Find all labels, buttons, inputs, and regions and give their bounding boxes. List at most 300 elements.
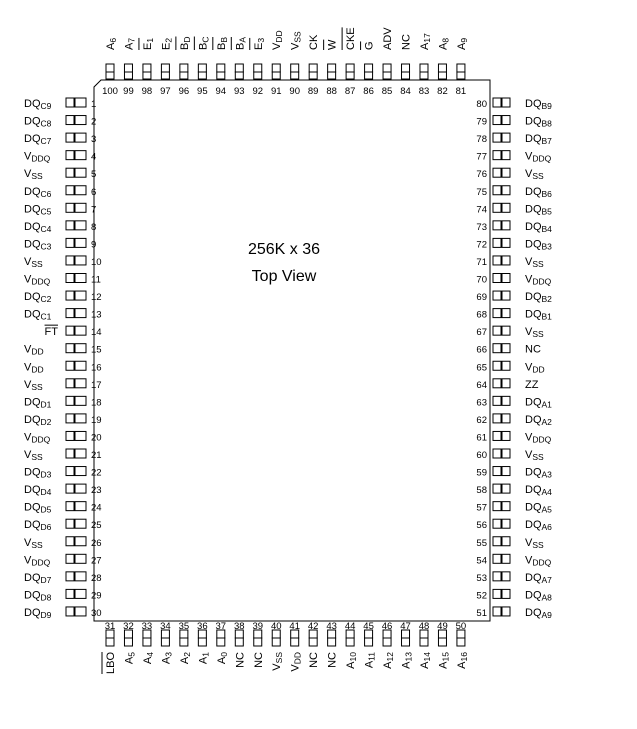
pin-25-pad — [66, 519, 74, 528]
pin-85-pad — [383, 64, 391, 72]
pin-10-b-pad — [75, 256, 86, 265]
pin-21-label: VSS — [24, 449, 43, 462]
pin-37-label: A0 — [215, 652, 229, 665]
pin-58-b-pad — [502, 484, 510, 493]
pin-58-number: 58 — [476, 485, 487, 497]
pin-86-label: G — [363, 41, 376, 50]
pin-31-label: LBO — [105, 652, 117, 675]
pin-29-number: 29 — [91, 590, 102, 602]
pin-98-number: 98 — [141, 86, 153, 97]
pin-91-pad — [272, 64, 280, 72]
pin-56-label: DQA6 — [525, 519, 552, 533]
pin-25-number: 25 — [91, 520, 102, 532]
pin-99-b-pad — [124, 72, 132, 79]
pin-80-b-pad — [502, 98, 510, 107]
pin-84-number: 84 — [400, 86, 411, 97]
pin-32-label: A5 — [123, 652, 137, 665]
pin-83-number: 83 — [418, 86, 430, 97]
pin-28-label: DQD7 — [24, 571, 52, 585]
pin-30-number: 30 — [91, 607, 102, 619]
pin-96-label: BD — [178, 36, 192, 50]
pin-70-pad — [493, 274, 501, 283]
pin-13-number: 13 — [91, 309, 102, 321]
pin-89-b-pad — [309, 72, 317, 79]
pin-79-b-pad — [502, 116, 510, 125]
pin-21-b-pad — [75, 449, 86, 458]
pin-97-number: 97 — [160, 86, 171, 97]
pin-49-number: 49 — [437, 621, 448, 632]
pin-31-b-pad — [106, 638, 114, 646]
pin-57-pad — [493, 502, 501, 511]
pin-7-label: DQC5 — [24, 203, 52, 217]
pin-64-number: 64 — [476, 379, 487, 391]
pin-70-label: VDDQ — [525, 273, 552, 287]
pin-96-pad — [180, 64, 188, 72]
pin-42-number: 42 — [307, 621, 319, 632]
pin-89-number: 89 — [307, 86, 319, 97]
pin-82-pad — [438, 64, 446, 72]
pin-47-label: A13 — [400, 652, 414, 669]
pin-29-pad — [66, 589, 74, 598]
pin-73-b-pad — [502, 221, 510, 230]
pin-69-number: 69 — [476, 292, 487, 304]
pin-34-label: A3 — [160, 652, 174, 665]
pin-70-number: 70 — [476, 274, 487, 286]
pin-87-b-pad — [346, 72, 354, 79]
pin-15-b-pad — [75, 344, 86, 353]
pin-88-number: 88 — [326, 86, 337, 97]
pin-19-pad — [66, 414, 74, 423]
pin-33-number: 33 — [141, 621, 153, 632]
pin-63-pad — [493, 396, 501, 405]
pin-83-b-pad — [420, 72, 428, 79]
pin-3-label: DQC7 — [24, 133, 52, 147]
pin-68-number: 68 — [476, 309, 487, 321]
pin-7-number: 7 — [91, 204, 97, 216]
pin-38-number: 38 — [234, 621, 245, 632]
pin-55-label: VSS — [525, 536, 544, 550]
pin-45-number: 45 — [363, 621, 374, 632]
pin-67-number: 67 — [476, 327, 487, 339]
pin-4-pad — [66, 151, 74, 160]
pin-46-number: 46 — [381, 621, 393, 632]
pin-37-b-pad — [217, 638, 225, 646]
pin-30-b-pad — [75, 607, 86, 616]
pin-91-number: 91 — [270, 86, 282, 97]
pin-83-pad — [420, 64, 428, 72]
pin-52-label: DQA8 — [525, 589, 552, 603]
pin-33-label: A4 — [141, 652, 155, 665]
pin-100-pad — [106, 64, 114, 72]
pin-50-number: 50 — [455, 621, 467, 632]
pin-54-number: 54 — [476, 555, 487, 567]
package-outline — [94, 80, 490, 621]
pin-5-label: VSS — [24, 168, 43, 182]
pin-12-b-pad — [75, 291, 86, 300]
pin-27-b-pad — [75, 554, 86, 563]
pin-9-pad — [66, 238, 74, 247]
package-title: 256K x 36 — [247, 241, 321, 258]
pin-18-number: 18 — [91, 397, 102, 409]
pin-98-label: E1 — [141, 37, 155, 50]
pin-78-pad — [493, 133, 501, 142]
pin-2-number: 2 — [91, 116, 97, 128]
pin-81-b-pad — [457, 72, 465, 79]
pin-71-pad — [493, 256, 501, 265]
pin-52-pad — [493, 589, 501, 598]
pin-6-b-pad — [75, 186, 86, 195]
pin-7-pad — [66, 203, 74, 212]
pin-14-pad — [66, 326, 74, 335]
pin-22-number: 22 — [91, 467, 102, 479]
pin-14-label: FT — [44, 326, 58, 339]
pin-66-pad — [493, 344, 501, 353]
pin-54-label: VDDQ — [525, 554, 552, 568]
pin-24-pad — [66, 502, 74, 511]
pin-48-b-pad — [420, 638, 428, 646]
pin-8-pad — [66, 221, 74, 230]
pin-44-number: 44 — [344, 621, 356, 632]
pin-16-pad — [66, 361, 74, 370]
pin-97-b-pad — [161, 72, 169, 79]
pin-51-label: DQA9 — [525, 606, 552, 620]
pin-23-number: 23 — [91, 485, 102, 497]
pin-42-label: NC — [308, 652, 321, 668]
pin-84-b-pad — [402, 72, 410, 79]
pin-52-number: 52 — [476, 590, 487, 602]
pin-54-b-pad — [502, 554, 510, 563]
pin-41-b-pad — [291, 638, 299, 646]
pin-21-pad — [66, 449, 74, 458]
pin-88-b-pad — [328, 72, 336, 79]
pin-42-b-pad — [309, 638, 317, 646]
pin-100-b-pad — [106, 72, 114, 79]
pin-3-number: 3 — [91, 134, 97, 146]
pin-39-b-pad — [254, 638, 262, 646]
pin-28-b-pad — [75, 572, 86, 581]
pin-11-number: 11 — [91, 274, 101, 286]
pin-84-pad — [402, 64, 410, 72]
pin-58-pad — [493, 484, 501, 493]
pin-34-number: 34 — [160, 621, 171, 632]
pin-64-b-pad — [502, 379, 510, 388]
pin-25-b-pad — [75, 519, 86, 528]
pin-59-number: 59 — [476, 467, 487, 479]
pin-4-number: 4 — [91, 151, 97, 163]
pin-97-label: E2 — [160, 37, 174, 50]
pin-76-b-pad — [502, 168, 510, 177]
pin-81-label: A9 — [455, 37, 469, 50]
pin-67-pad — [493, 326, 501, 335]
pin-20-pad — [66, 431, 74, 440]
pin-23-pad — [66, 484, 74, 493]
pin-53-label: DQA7 — [525, 571, 552, 585]
pin-92-b-pad — [254, 72, 262, 79]
pin-65-number: 65 — [476, 362, 487, 374]
pin-2-label: DQC8 — [24, 115, 52, 129]
pin-8-b-pad — [75, 221, 86, 230]
pin-1-label: DQC9 — [24, 98, 52, 111]
pin-95-pad — [198, 64, 206, 72]
pin-43-b-pad — [328, 638, 336, 646]
pin-87-pad — [346, 64, 354, 72]
pin-16-number: 16 — [91, 362, 102, 374]
pin-82-label: A8 — [437, 37, 451, 50]
pin-79-pad — [493, 116, 501, 125]
pin-38-b-pad — [235, 638, 243, 646]
pin-51-b-pad — [502, 607, 510, 616]
pin-51-pad — [493, 607, 501, 616]
pin-95-number: 95 — [197, 86, 208, 97]
pin-94-label: BB — [215, 36, 229, 50]
pin-55-pad — [493, 537, 501, 546]
pin-56-pad — [493, 519, 501, 528]
pin-87-label: CKE — [345, 27, 358, 50]
pin-93-b-pad — [235, 72, 243, 79]
pin-51-number: 51 — [476, 607, 487, 619]
pin-20-label: VDDQ — [24, 431, 51, 445]
pin-63-number: 63 — [476, 397, 487, 409]
pin-96-b-pad — [180, 72, 188, 79]
pin-12-pad — [66, 291, 74, 300]
pin-90-b-pad — [291, 72, 299, 79]
pin-86-b-pad — [365, 72, 373, 79]
pin-8-number: 8 — [91, 221, 97, 233]
pin-40-label: VSS — [271, 652, 285, 671]
pin-86-pad — [365, 64, 373, 72]
pin-23-b-pad — [75, 484, 86, 493]
pin-53-pad — [493, 572, 501, 581]
pin-88-pad — [328, 64, 336, 72]
pin-30-label: DQD9 — [24, 606, 52, 620]
pin-19-number: 19 — [91, 414, 102, 426]
pin-35-label: A2 — [178, 652, 192, 665]
pin-67-b-pad — [502, 326, 510, 335]
pin-81-pad — [457, 64, 465, 72]
pin-94-pad — [217, 64, 225, 72]
pin-49-label: A15 — [437, 652, 451, 669]
pin-49-b-pad — [438, 638, 446, 646]
pin-75-label: DQB6 — [525, 185, 552, 199]
pin-76-number: 76 — [476, 169, 487, 181]
pin-13-b-pad — [75, 309, 86, 318]
pin-14-b-pad — [75, 326, 86, 335]
pin-92-pad — [254, 64, 262, 72]
pin-72-label: DQB3 — [525, 238, 552, 252]
pin-53-b-pad — [502, 572, 510, 581]
pin-67-label: VSS — [525, 326, 544, 340]
pin-71-number: 71 — [476, 256, 487, 268]
pin-59-pad — [493, 467, 501, 476]
pin-30-pad — [66, 607, 74, 616]
pin-97-pad — [161, 64, 169, 72]
pin-33-b-pad — [143, 638, 151, 646]
pin-11-label: VDDQ — [24, 273, 51, 287]
pin-59-b-pad — [502, 467, 510, 476]
pin-75-b-pad — [502, 186, 510, 195]
pin-26-number: 26 — [91, 537, 102, 549]
pin-72-pad — [493, 238, 501, 247]
pin-78-number: 78 — [476, 134, 487, 146]
pin-57-number: 57 — [476, 502, 487, 514]
pin-24-number: 24 — [91, 502, 102, 514]
pin-9-b-pad — [75, 238, 86, 247]
pin-93-pad — [235, 64, 243, 72]
pin-5-b-pad — [75, 168, 86, 177]
pin-89-pad — [309, 64, 317, 72]
pin-10-number: 10 — [91, 256, 102, 268]
pin-48-number: 48 — [418, 621, 430, 632]
pin-46-b-pad — [383, 638, 391, 646]
pin-41-number: 41 — [289, 621, 300, 632]
pin-36-label: A1 — [197, 652, 211, 665]
pin-40-number: 40 — [270, 621, 282, 632]
pin-65-pad — [493, 361, 501, 370]
pin-85-label: ADV — [382, 27, 395, 50]
pin-91-label: VDD — [271, 30, 285, 50]
pin-62-b-pad — [502, 414, 510, 423]
pin-11-b-pad — [75, 274, 86, 283]
pin-1-number: 1 — [91, 99, 97, 110]
pin-5-pad — [66, 168, 74, 177]
pin-12-number: 12 — [91, 292, 102, 304]
pin-76-label: VSS — [525, 168, 544, 182]
pin-43-label: NC — [326, 652, 339, 668]
pin-56-number: 56 — [476, 520, 487, 532]
pin-18-b-pad — [75, 396, 86, 405]
pin-37-number: 37 — [215, 621, 227, 632]
view-label: Top View — [251, 268, 317, 285]
pin-44-label: A10 — [345, 652, 359, 669]
pin-72-b-pad — [502, 238, 510, 247]
pin-57-b-pad — [502, 502, 510, 511]
pin-99-label: A7 — [123, 37, 137, 50]
pin-95-label: BC — [197, 36, 211, 50]
pin-45-b-pad — [365, 638, 373, 646]
pin-17-b-pad — [75, 379, 86, 388]
pin-35-number: 35 — [178, 621, 190, 632]
pin-73-pad — [493, 221, 501, 230]
pin-39-number: 39 — [252, 621, 264, 632]
pin-9-label: DQC3 — [24, 238, 52, 252]
pin-13-pad — [66, 309, 74, 318]
pin-73-label: DQB4 — [525, 220, 552, 234]
pin-15-number: 15 — [91, 344, 102, 356]
pin-65-label: VDD — [525, 361, 545, 375]
pin-8-label: DQC4 — [24, 220, 52, 234]
pin-3-pad — [66, 133, 74, 142]
pin-71-label: VSS — [525, 255, 544, 269]
pin-92-label: E3 — [252, 37, 266, 50]
pin-77-b-pad — [502, 151, 510, 160]
pin-18-label: DQD1 — [24, 396, 52, 410]
pin-82-number: 82 — [437, 86, 448, 97]
pin-73-number: 73 — [476, 221, 487, 233]
pin-74-pad — [493, 203, 501, 212]
pin-60-pad — [493, 449, 501, 458]
pin-26-pad — [66, 537, 74, 546]
pin-92-number: 92 — [252, 86, 264, 97]
pin-28-pad — [66, 572, 74, 581]
pin-74-label: DQB5 — [525, 203, 552, 217]
pin-2-b-pad — [75, 116, 86, 125]
pin-1-pad — [66, 98, 74, 107]
pin-22-label: DQD3 — [24, 466, 52, 480]
left-pin-row — [24, 98, 102, 620]
pin-47-b-pad — [402, 638, 410, 646]
pin-87-number: 87 — [344, 86, 356, 97]
pin-69-b-pad — [502, 291, 510, 300]
pin-83-label: A17 — [418, 33, 432, 50]
pin-10-pad — [66, 256, 74, 265]
pin-12-label: DQC2 — [24, 291, 52, 305]
pin-6-pad — [66, 186, 74, 195]
pin-16-b-pad — [75, 361, 86, 370]
pin-72-number: 72 — [476, 239, 487, 251]
pin-40-b-pad — [272, 638, 280, 646]
pin-57-label: DQA5 — [525, 501, 552, 515]
pin-20-b-pad — [75, 431, 86, 440]
pin-89-label: CK — [308, 34, 321, 50]
pin-17-label: VSS — [24, 378, 43, 392]
pin-15-pad — [66, 344, 74, 353]
pin-34-b-pad — [161, 638, 169, 646]
pin-88-label: W — [326, 39, 339, 50]
pin-80-number: 80 — [476, 99, 487, 110]
pin-45-label: A11 — [363, 652, 377, 669]
pin-29-b-pad — [75, 589, 86, 598]
pin-23-label: DQD4 — [24, 484, 52, 498]
pin-70-b-pad — [502, 274, 510, 283]
pin-1-b-pad — [75, 98, 86, 107]
pin-44-b-pad — [346, 638, 354, 646]
pin-59-label: DQA3 — [525, 466, 552, 480]
pin-76-pad — [493, 168, 501, 177]
pin-61-pad — [493, 431, 501, 440]
pin-69-label: DQB2 — [525, 291, 552, 305]
pin-21-number: 21 — [91, 450, 102, 461]
pin-80-pad — [493, 98, 501, 107]
pin-62-number: 62 — [476, 414, 487, 426]
pin-43-number: 43 — [326, 621, 337, 632]
pin-54-pad — [493, 554, 501, 563]
pin-77-label: VDDQ — [525, 150, 552, 164]
pin-3-b-pad — [75, 133, 86, 142]
pin-90-label: VSS — [289, 31, 303, 50]
pin-91-b-pad — [272, 72, 280, 79]
pin-27-number: 27 — [91, 555, 102, 567]
pin-77-number: 77 — [476, 151, 487, 163]
pin-64-pad — [493, 379, 501, 388]
pin-36-b-pad — [198, 638, 206, 646]
pin-100-label: A6 — [105, 37, 118, 50]
pin-93-label: BA — [234, 36, 248, 50]
pin-55-number: 55 — [476, 537, 487, 549]
pin-61-label: VDDQ — [525, 431, 552, 445]
pin-14-number: 14 — [91, 327, 102, 339]
pin-77-pad — [493, 151, 501, 160]
pin-36-number: 36 — [197, 621, 208, 632]
pin-78-b-pad — [502, 133, 510, 142]
pin-75-pad — [493, 186, 501, 195]
pin-2-pad — [66, 116, 74, 125]
pin-32-number: 32 — [123, 621, 134, 632]
pin-17-pad — [66, 379, 74, 388]
pin-50-label: A16 — [455, 652, 469, 669]
pin-61-b-pad — [502, 431, 510, 440]
pin-99-number: 99 — [123, 86, 134, 97]
pin-38-label: NC — [234, 652, 247, 668]
